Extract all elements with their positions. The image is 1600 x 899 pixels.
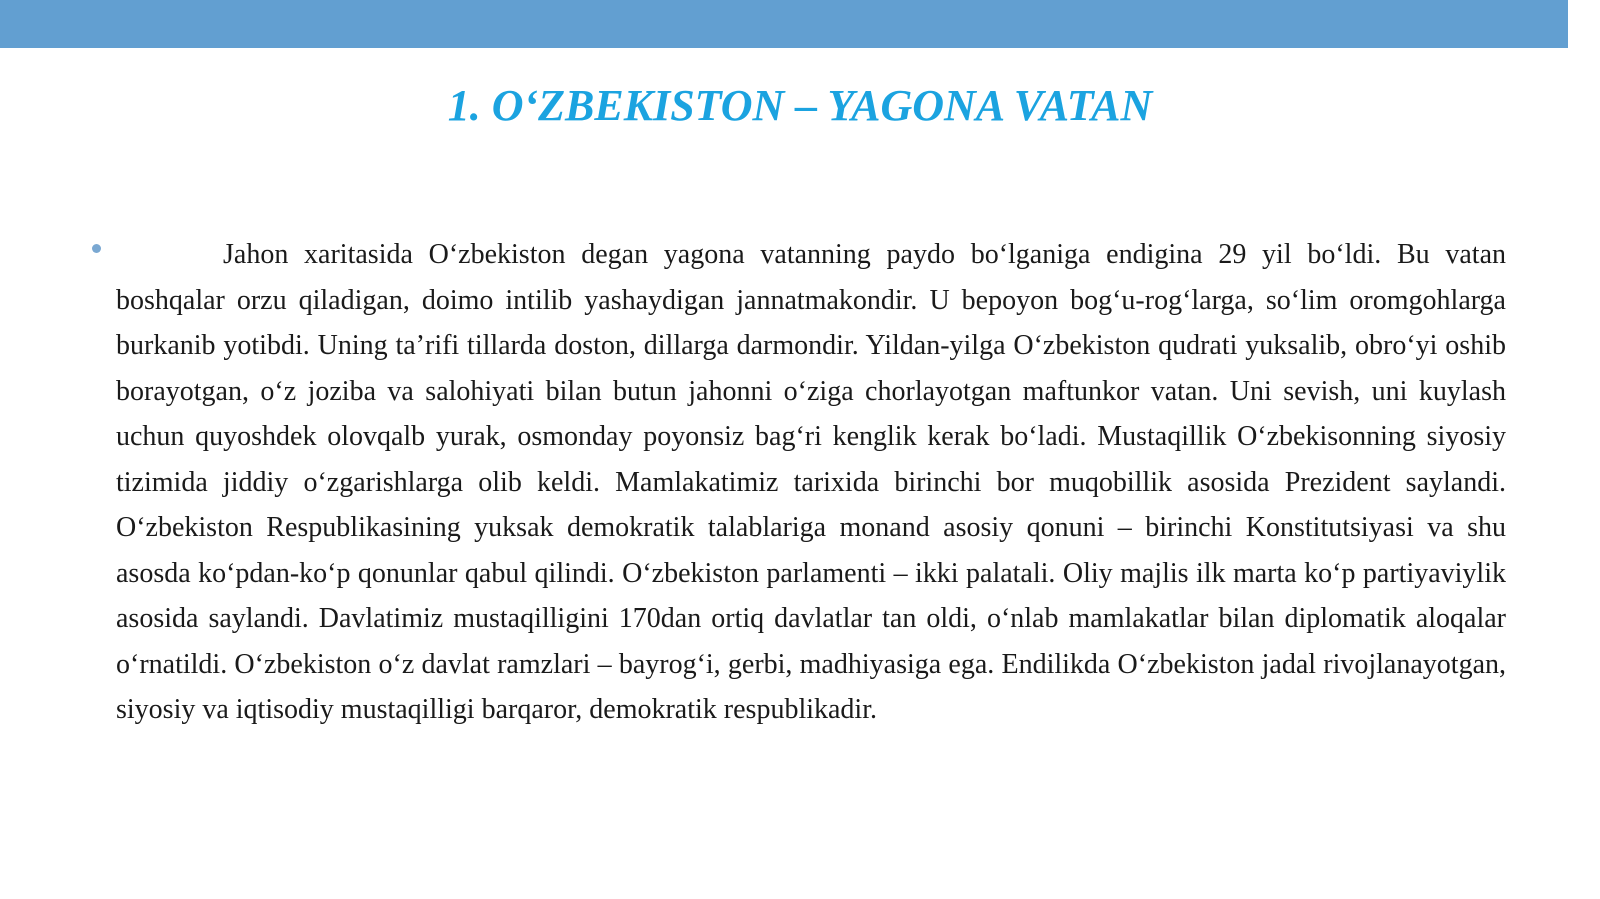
top-accent-bar	[0, 0, 1568, 48]
bullet-dot-icon	[92, 244, 101, 253]
slide-title: 1. O‘ZBEKISTON – YAGONA VATAN	[447, 81, 1153, 130]
body-paragraph: Jahon xaritasida O‘zbekiston degan yagona vatanning paydo bo‘lganiga endigina 29 yil bo‘ldi. Bu vatan boshqalar orzu qiladigan, doimo intilib yashaydigan jannatmakondir. U bepoyon bog‘u-rog‘larga, so‘lim oromgohlarga burkanib yotibdi. Uning ta’rifi tillarda doston, dillarga darmondir. Yildan-yilga O‘zbekiston qudrati yuksalib, obro‘yi oshib borayotgan, o‘z joziba va salohiyati bilan butun jahonni o‘ziga chorlayotgan maftunkor vatan. Uni sevish, uni kuylash uchun quyoshdek olovqalb yurak, osmonday poyonsiz bag‘ri kenglik kerak bo‘ladi. Mustaqillik O‘zbekisonning siyosiy tizimida jiddiy o‘zgarishlarga olib keldi. Mamlakatimiz tarixida birinchi bor muqobillik asosida Prezident saylandi. O‘zbekiston Respublikasining yuksak demokratik talablariga monand asosiy qonuni – birinchi Konstitutsiyasi va shu asosda ko‘pdan-ko‘p qonunlar qabul qilindi. O‘zbekiston parlamenti – ikki palatali. Oliy majlis ilk marta ko‘p partiyaviylik asosida saylandi. Davlatimiz mustaqilligini 170dan ortiq davlatlar tan oldi, o‘nlab mamlakatlar bilan diplomatik aloqalar o‘rnatildi. O‘zbekiston o‘z davlat ramzlari – bayrog‘i, gerbi, madhiyasiga ega. Endilikda O‘zbekiston jadal rivojlanayotgan, siyosiy va iqtisodiy mustaqilligi barqaror, demokratik respublikadir.	[116, 239, 1506, 725]
